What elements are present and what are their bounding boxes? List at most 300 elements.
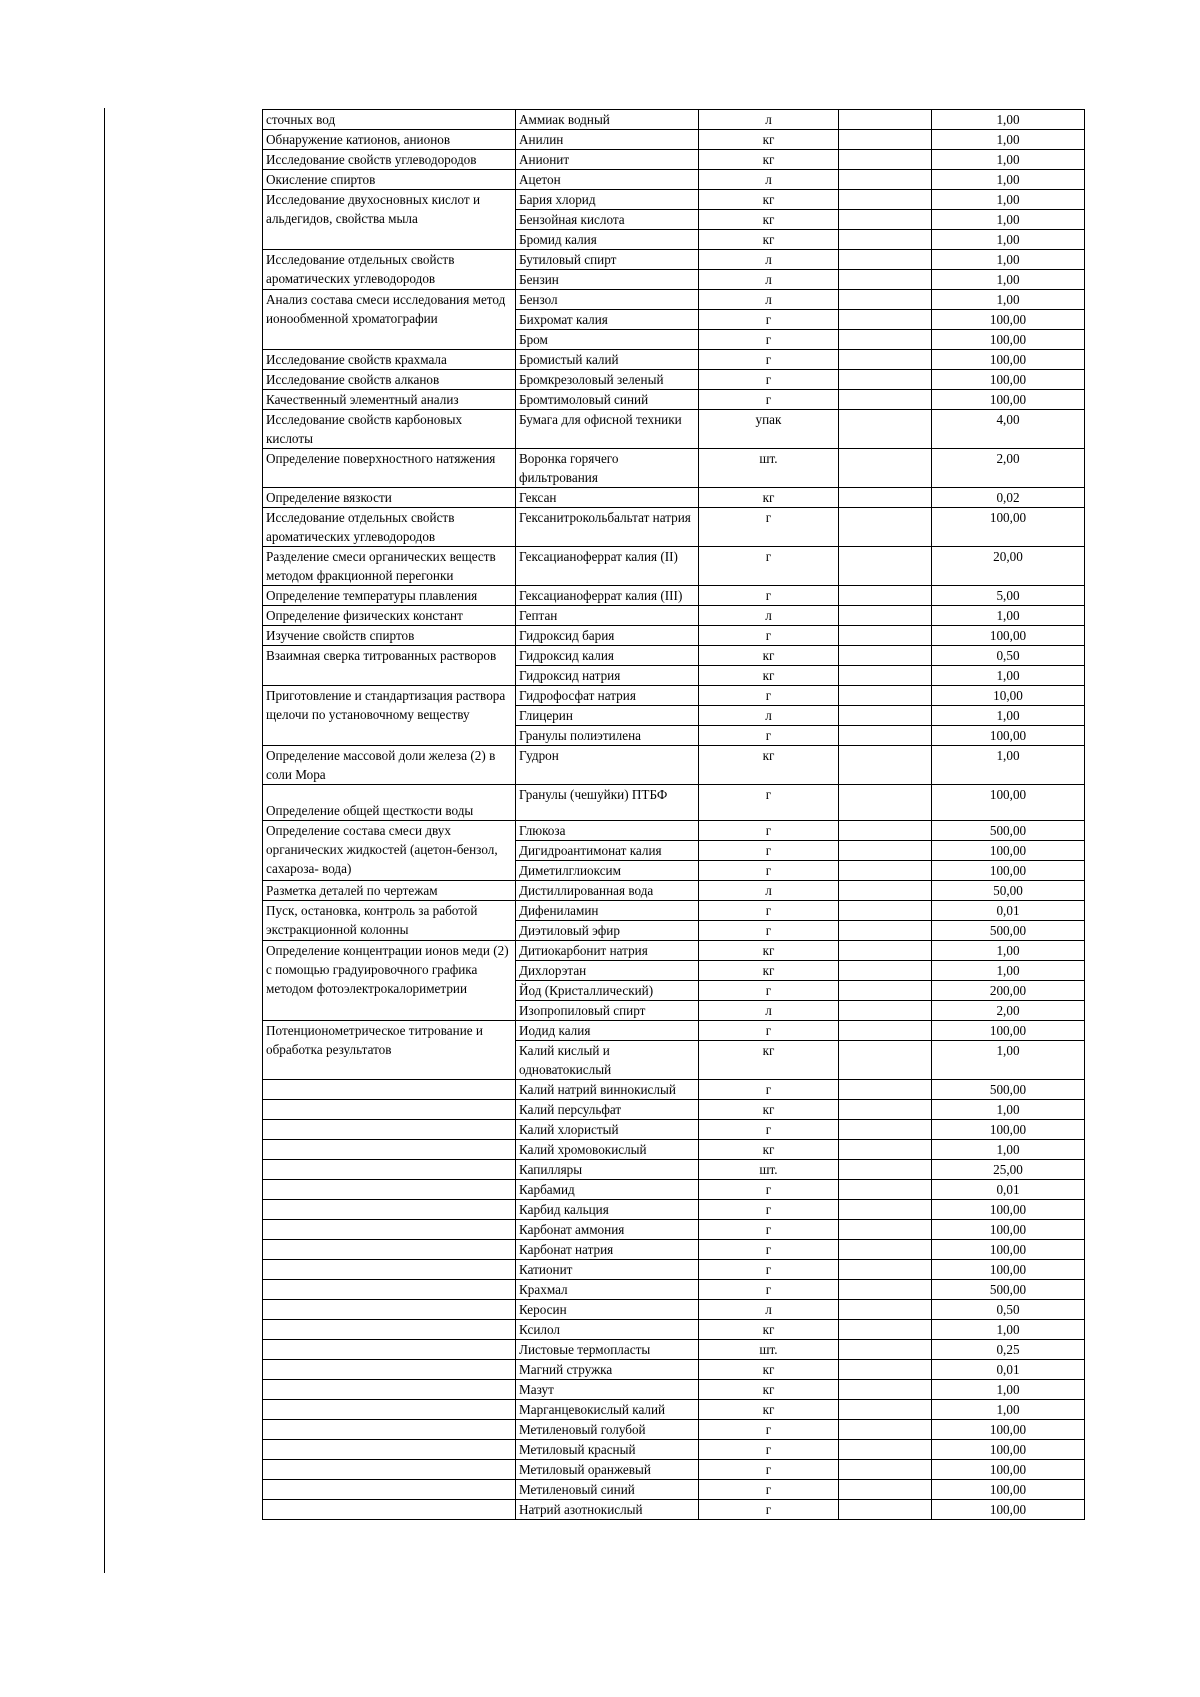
empty-cell xyxy=(839,606,932,626)
material-cell: Дистиллированная вода xyxy=(516,881,699,901)
quantity-cell: 500,00 xyxy=(932,921,1085,941)
material-cell: Калий хромовокислый xyxy=(516,1140,699,1160)
empty-cell xyxy=(839,1140,932,1160)
material-cell: Гексацианоферрат калия (III) xyxy=(516,586,699,606)
quantity-cell: 100,00 xyxy=(932,1021,1085,1041)
empty-cell xyxy=(839,370,932,390)
empty-cell xyxy=(839,1120,932,1140)
quantity-cell: 25,00 xyxy=(932,1160,1085,1180)
material-cell: Калий персульфат xyxy=(516,1100,699,1120)
unit-cell: кг xyxy=(699,488,839,508)
quantity-cell: 0,01 xyxy=(932,1180,1085,1200)
material-cell: Гудрон xyxy=(516,746,699,785)
table-row xyxy=(263,350,1085,370)
unit-cell: л xyxy=(699,706,839,726)
empty-cell xyxy=(839,961,932,981)
unit-cell: л xyxy=(699,1001,839,1021)
quantity-cell: 100,00 xyxy=(932,1260,1085,1280)
quantity-cell: 100,00 xyxy=(932,1460,1085,1480)
work-cell xyxy=(263,1220,516,1240)
empty-cell xyxy=(839,190,932,210)
unit-cell: кг xyxy=(699,961,839,981)
material-cell: Бензол xyxy=(516,290,699,310)
material-cell: Метиловый красный xyxy=(516,1440,699,1460)
table-row xyxy=(263,1021,1085,1041)
empty-cell xyxy=(839,1220,932,1240)
table-row xyxy=(263,1080,1085,1100)
material-cell: Дитиокарбонит натрия xyxy=(516,941,699,961)
unit-cell: кг xyxy=(699,210,839,230)
work-cell: Потенционометрическое титрование и обработка результатов xyxy=(263,1021,516,1080)
unit-cell: упак xyxy=(699,410,839,449)
table-row xyxy=(263,1140,1085,1160)
unit-cell: г xyxy=(699,370,839,390)
unit-cell: кг xyxy=(699,1400,839,1420)
empty-cell xyxy=(839,170,932,190)
unit-cell: кг xyxy=(699,130,839,150)
quantity-cell: 100,00 xyxy=(932,726,1085,746)
unit-cell: г xyxy=(699,686,839,706)
work-cell: Взаимная сверка титрованных растворов xyxy=(263,646,516,686)
material-cell: Бензин xyxy=(516,270,699,290)
table-row xyxy=(263,1280,1085,1300)
empty-cell xyxy=(839,921,932,941)
table-row xyxy=(263,626,1085,646)
quantity-cell: 100,00 xyxy=(932,1120,1085,1140)
table-row xyxy=(263,1360,1085,1380)
table-row xyxy=(263,1420,1085,1440)
quantity-cell: 100,00 xyxy=(932,330,1085,350)
quantity-cell: 1,00 xyxy=(932,1380,1085,1400)
table-row xyxy=(263,1200,1085,1220)
unit-cell: г xyxy=(699,350,839,370)
quantity-cell: 100,00 xyxy=(932,861,1085,881)
unit-cell: г xyxy=(699,1420,839,1440)
unit-cell: л xyxy=(699,170,839,190)
table-row xyxy=(263,250,1085,270)
work-cell: Изучение свойств спиртов xyxy=(263,626,516,646)
unit-cell: г xyxy=(699,841,839,861)
material-cell: Глюкоза xyxy=(516,821,699,841)
table-row xyxy=(263,170,1085,190)
unit-cell: г xyxy=(699,921,839,941)
empty-cell xyxy=(839,861,932,881)
empty-cell xyxy=(839,410,932,449)
work-cell: Определение температуры плавления xyxy=(263,586,516,606)
material-cell: Керосин xyxy=(516,1300,699,1320)
work-cell xyxy=(263,1480,516,1500)
quantity-cell: 0,25 xyxy=(932,1340,1085,1360)
empty-cell xyxy=(839,1180,932,1200)
empty-cell xyxy=(839,1440,932,1460)
unit-cell: кг xyxy=(699,666,839,686)
unit-cell: г xyxy=(699,1180,839,1200)
unit-cell: г xyxy=(699,626,839,646)
material-cell: Бумага для офисной техники xyxy=(516,410,699,449)
table-row xyxy=(263,410,1085,449)
work-cell: Исследование свойств алканов xyxy=(263,370,516,390)
material-cell: Анионит xyxy=(516,150,699,170)
unit-cell: г xyxy=(699,861,839,881)
table-row xyxy=(263,130,1085,150)
quantity-cell: 100,00 xyxy=(932,370,1085,390)
empty-cell xyxy=(839,881,932,901)
table-row xyxy=(263,901,1085,921)
work-cell: Определение поверхностного натяжения xyxy=(263,449,516,488)
empty-cell xyxy=(839,1460,932,1480)
material-cell: Метиленовый синий xyxy=(516,1480,699,1500)
work-cell xyxy=(263,1320,516,1340)
empty-cell xyxy=(839,686,932,706)
work-cell: Качественный элементный анализ xyxy=(263,390,516,410)
work-cell xyxy=(263,1440,516,1460)
quantity-cell: 1,00 xyxy=(932,1320,1085,1340)
work-cell: Исследование свойств углеводородов xyxy=(263,150,516,170)
unit-cell: кг xyxy=(699,190,839,210)
table-row xyxy=(263,1440,1085,1460)
table-row xyxy=(263,190,1085,210)
unit-cell: г xyxy=(699,1440,839,1460)
material-cell: Бутиловый спирт xyxy=(516,250,699,270)
quantity-cell: 2,00 xyxy=(932,449,1085,488)
work-cell: Определение физических констант xyxy=(263,606,516,626)
quantity-cell: 1,00 xyxy=(932,250,1085,270)
material-cell: Диметилглиоксим xyxy=(516,861,699,881)
empty-cell xyxy=(839,1360,932,1380)
empty-cell xyxy=(839,1200,932,1220)
unit-cell: г xyxy=(699,1280,839,1300)
table-row xyxy=(263,1100,1085,1120)
quantity-cell: 100,00 xyxy=(932,350,1085,370)
unit-cell: кг xyxy=(699,1041,839,1080)
materials-table xyxy=(262,109,1085,1520)
table-row xyxy=(263,547,1085,586)
table-row xyxy=(263,1320,1085,1340)
unit-cell: г xyxy=(699,1240,839,1260)
work-cell: Исследование свойств карбоновых кислоты xyxy=(263,410,516,449)
quantity-cell: 1,00 xyxy=(932,1400,1085,1420)
unit-cell: г xyxy=(699,1480,839,1500)
quantity-cell: 0,01 xyxy=(932,1360,1085,1380)
quantity-cell: 1,00 xyxy=(932,150,1085,170)
empty-cell xyxy=(839,130,932,150)
material-cell: Гексацианоферрат калия (II) xyxy=(516,547,699,586)
table-row xyxy=(263,1380,1085,1400)
empty-cell xyxy=(839,901,932,921)
material-cell: Бромтимоловый синий xyxy=(516,390,699,410)
material-cell: Гидроксид калия xyxy=(516,646,699,666)
material-cell: Гидрофосфат натрия xyxy=(516,686,699,706)
table-row xyxy=(263,1400,1085,1420)
empty-cell xyxy=(839,726,932,746)
unit-cell: г xyxy=(699,547,839,586)
unit-cell: л xyxy=(699,270,839,290)
unit-cell: г xyxy=(699,1080,839,1100)
work-cell xyxy=(263,1340,516,1360)
work-cell: Исследование отдельных свойств ароматических углеводородов xyxy=(263,250,516,290)
empty-cell xyxy=(839,841,932,861)
quantity-cell: 1,00 xyxy=(932,606,1085,626)
work-cell: сточных вод xyxy=(263,110,516,130)
unit-cell: г xyxy=(699,901,839,921)
material-cell: Карбид кальция xyxy=(516,1200,699,1220)
quantity-cell: 100,00 xyxy=(932,841,1085,861)
quantity-cell: 100,00 xyxy=(932,626,1085,646)
material-cell: Иодид калия xyxy=(516,1021,699,1041)
material-cell: Йод (Кристаллический) xyxy=(516,981,699,1001)
quantity-cell: 0,50 xyxy=(932,646,1085,666)
material-cell: Гептан xyxy=(516,606,699,626)
material-cell: Бария хлорид xyxy=(516,190,699,210)
quantity-cell: 100,00 xyxy=(932,1220,1085,1240)
work-cell: Определение общей щесткости воды xyxy=(263,785,516,821)
empty-cell xyxy=(839,270,932,290)
unit-cell: г xyxy=(699,1500,839,1520)
empty-cell xyxy=(839,1420,932,1440)
work-cell xyxy=(263,1260,516,1280)
work-cell xyxy=(263,1500,516,1520)
empty-cell xyxy=(839,110,932,130)
quantity-cell: 0,02 xyxy=(932,488,1085,508)
work-cell: Окисление спиртов xyxy=(263,170,516,190)
table-row xyxy=(263,1120,1085,1140)
empty-cell xyxy=(839,1320,932,1340)
table-row xyxy=(263,1460,1085,1480)
table-row xyxy=(263,390,1085,410)
quantity-cell: 5,00 xyxy=(932,586,1085,606)
empty-cell xyxy=(839,250,932,270)
material-cell: Гранулы (чешуйки) ПТБФ xyxy=(516,785,699,821)
work-cell xyxy=(263,1400,516,1420)
quantity-cell: 4,00 xyxy=(932,410,1085,449)
material-cell: Гранулы полиэтилена xyxy=(516,726,699,746)
empty-cell xyxy=(839,330,932,350)
unit-cell: кг xyxy=(699,150,839,170)
unit-cell: л xyxy=(699,250,839,270)
empty-cell xyxy=(839,230,932,250)
quantity-cell: 100,00 xyxy=(932,1500,1085,1520)
materials-table-body xyxy=(263,110,1085,1520)
unit-cell: г xyxy=(699,330,839,350)
quantity-cell: 100,00 xyxy=(932,1480,1085,1500)
material-cell: Карбонат натрия xyxy=(516,1240,699,1260)
table-row xyxy=(263,1240,1085,1260)
quantity-cell: 500,00 xyxy=(932,821,1085,841)
material-cell: Капилляры xyxy=(516,1160,699,1180)
work-cell: Разделение смеси органических веществ методом фракционной перегонки xyxy=(263,547,516,586)
empty-cell xyxy=(839,1160,932,1180)
quantity-cell: 100,00 xyxy=(932,508,1085,547)
table-row xyxy=(263,110,1085,130)
work-cell: Определение концентрации ионов меди (2) с помощью градуировочного графика методом фотоэлектрокалориметрии xyxy=(263,941,516,1021)
unit-cell: г xyxy=(699,390,839,410)
unit-cell: г xyxy=(699,310,839,330)
quantity-cell: 100,00 xyxy=(932,1240,1085,1260)
table-row xyxy=(263,1160,1085,1180)
unit-cell: кг xyxy=(699,1320,839,1340)
empty-cell xyxy=(839,210,932,230)
work-cell xyxy=(263,1300,516,1320)
unit-cell: шт. xyxy=(699,449,839,488)
empty-cell xyxy=(839,821,932,841)
empty-cell xyxy=(839,666,932,686)
empty-cell xyxy=(839,1100,932,1120)
empty-cell xyxy=(839,390,932,410)
work-cell xyxy=(263,1120,516,1140)
unit-cell: л xyxy=(699,881,839,901)
material-cell: Изопропиловый спирт xyxy=(516,1001,699,1021)
empty-cell xyxy=(839,1300,932,1320)
work-cell xyxy=(263,1380,516,1400)
unit-cell: г xyxy=(699,1220,839,1240)
material-cell: Ацетон xyxy=(516,170,699,190)
material-cell: Катионит xyxy=(516,1260,699,1280)
work-cell xyxy=(263,1460,516,1480)
table-row xyxy=(263,586,1085,606)
unit-cell: шт. xyxy=(699,1160,839,1180)
table-row xyxy=(263,606,1085,626)
material-cell: Метиловый оранжевый xyxy=(516,1460,699,1480)
empty-cell xyxy=(839,290,932,310)
unit-cell: кг xyxy=(699,646,839,666)
work-cell: Обнаружение катионов, анионов xyxy=(263,130,516,150)
material-cell: Магний стружка xyxy=(516,1360,699,1380)
quantity-cell: 100,00 xyxy=(932,785,1085,821)
material-cell: Натрий азотнокислый xyxy=(516,1500,699,1520)
material-cell: Марганцевокислый калий xyxy=(516,1400,699,1420)
table-row xyxy=(263,449,1085,488)
material-cell: Калий натрий виннокислый xyxy=(516,1080,699,1100)
work-cell xyxy=(263,1420,516,1440)
unit-cell: кг xyxy=(699,1140,839,1160)
empty-cell xyxy=(839,449,932,488)
quantity-cell: 100,00 xyxy=(932,1200,1085,1220)
unit-cell: кг xyxy=(699,1100,839,1120)
empty-cell xyxy=(839,1001,932,1021)
work-cell xyxy=(263,1100,516,1120)
empty-cell xyxy=(839,1340,932,1360)
material-cell: Карбамид xyxy=(516,1180,699,1200)
empty-cell xyxy=(839,310,932,330)
table-row xyxy=(263,290,1085,310)
work-cell: Исследование свойств крахмала xyxy=(263,350,516,370)
table-row xyxy=(263,370,1085,390)
material-cell: Анилин xyxy=(516,130,699,150)
work-cell: Анализ состава смеси исследования метод ионообменной хроматографии xyxy=(263,290,516,350)
quantity-cell: 1,00 xyxy=(932,746,1085,785)
empty-cell xyxy=(839,1500,932,1520)
material-cell: Воронка горячего фильтрования xyxy=(516,449,699,488)
work-cell xyxy=(263,1360,516,1380)
unit-cell: л xyxy=(699,1300,839,1320)
quantity-cell: 1,00 xyxy=(932,190,1085,210)
quantity-cell: 1,00 xyxy=(932,130,1085,150)
empty-cell xyxy=(839,350,932,370)
quantity-cell: 200,00 xyxy=(932,981,1085,1001)
table-row xyxy=(263,1340,1085,1360)
quantity-cell: 50,00 xyxy=(932,881,1085,901)
quantity-cell: 10,00 xyxy=(932,686,1085,706)
unit-cell: г xyxy=(699,981,839,1001)
quantity-cell: 1,00 xyxy=(932,290,1085,310)
material-cell: Бромид калия xyxy=(516,230,699,250)
work-cell: Исследование отдельных свойств ароматических углеводородов xyxy=(263,508,516,547)
table-row xyxy=(263,821,1085,841)
unit-cell: г xyxy=(699,1120,839,1140)
material-cell: Глицерин xyxy=(516,706,699,726)
left-margin-rule xyxy=(104,108,105,1573)
empty-cell xyxy=(839,1080,932,1100)
empty-cell xyxy=(839,1021,932,1041)
quantity-cell: 500,00 xyxy=(932,1080,1085,1100)
unit-cell: кг xyxy=(699,746,839,785)
unit-cell: шт. xyxy=(699,1340,839,1360)
unit-cell: кг xyxy=(699,1380,839,1400)
empty-cell xyxy=(839,508,932,547)
empty-cell xyxy=(839,1240,932,1260)
work-cell: Определение вязкости xyxy=(263,488,516,508)
quantity-cell: 1,00 xyxy=(932,706,1085,726)
table-row xyxy=(263,881,1085,901)
unit-cell: г xyxy=(699,726,839,746)
table-row xyxy=(263,1260,1085,1280)
material-cell: Мазут xyxy=(516,1380,699,1400)
table-row xyxy=(263,1300,1085,1320)
empty-cell xyxy=(839,746,932,785)
empty-cell xyxy=(839,488,932,508)
material-cell: Бихромат калия xyxy=(516,310,699,330)
quantity-cell: 1,00 xyxy=(932,941,1085,961)
work-cell xyxy=(263,1200,516,1220)
empty-cell xyxy=(839,547,932,586)
unit-cell: л xyxy=(699,290,839,310)
material-cell: Листовые термопласты xyxy=(516,1340,699,1360)
unit-cell: г xyxy=(699,1200,839,1220)
unit-cell: кг xyxy=(699,1360,839,1380)
quantity-cell: 100,00 xyxy=(932,1440,1085,1460)
table-row xyxy=(263,941,1085,961)
material-cell: Гексанитрокольбальтат натрия xyxy=(516,508,699,547)
table-row xyxy=(263,1220,1085,1240)
material-cell: Бромистый калий xyxy=(516,350,699,370)
unit-cell: л xyxy=(699,110,839,130)
work-cell: Разметка деталей по чертежам xyxy=(263,881,516,901)
material-cell: Калий хлористый xyxy=(516,1120,699,1140)
empty-cell xyxy=(839,1280,932,1300)
table-row xyxy=(263,1180,1085,1200)
work-cell xyxy=(263,1140,516,1160)
quantity-cell: 1,00 xyxy=(932,666,1085,686)
work-cell xyxy=(263,1160,516,1180)
empty-cell xyxy=(839,706,932,726)
unit-cell: г xyxy=(699,1460,839,1480)
quantity-cell: 100,00 xyxy=(932,390,1085,410)
work-cell xyxy=(263,1280,516,1300)
quantity-cell: 1,00 xyxy=(932,270,1085,290)
table-row xyxy=(263,1500,1085,1520)
work-cell xyxy=(263,1180,516,1200)
quantity-cell: 1,00 xyxy=(932,230,1085,250)
unit-cell: г xyxy=(699,1260,839,1280)
material-cell: Дихлорэтан xyxy=(516,961,699,981)
table-row xyxy=(263,785,1085,821)
work-cell: Определение массовой доли железа (2) в соли Мора xyxy=(263,746,516,785)
material-cell: Гидроксид натрия xyxy=(516,666,699,686)
quantity-cell: 1,00 xyxy=(932,961,1085,981)
unit-cell: кг xyxy=(699,230,839,250)
empty-cell xyxy=(839,626,932,646)
quantity-cell: 1,00 xyxy=(932,170,1085,190)
